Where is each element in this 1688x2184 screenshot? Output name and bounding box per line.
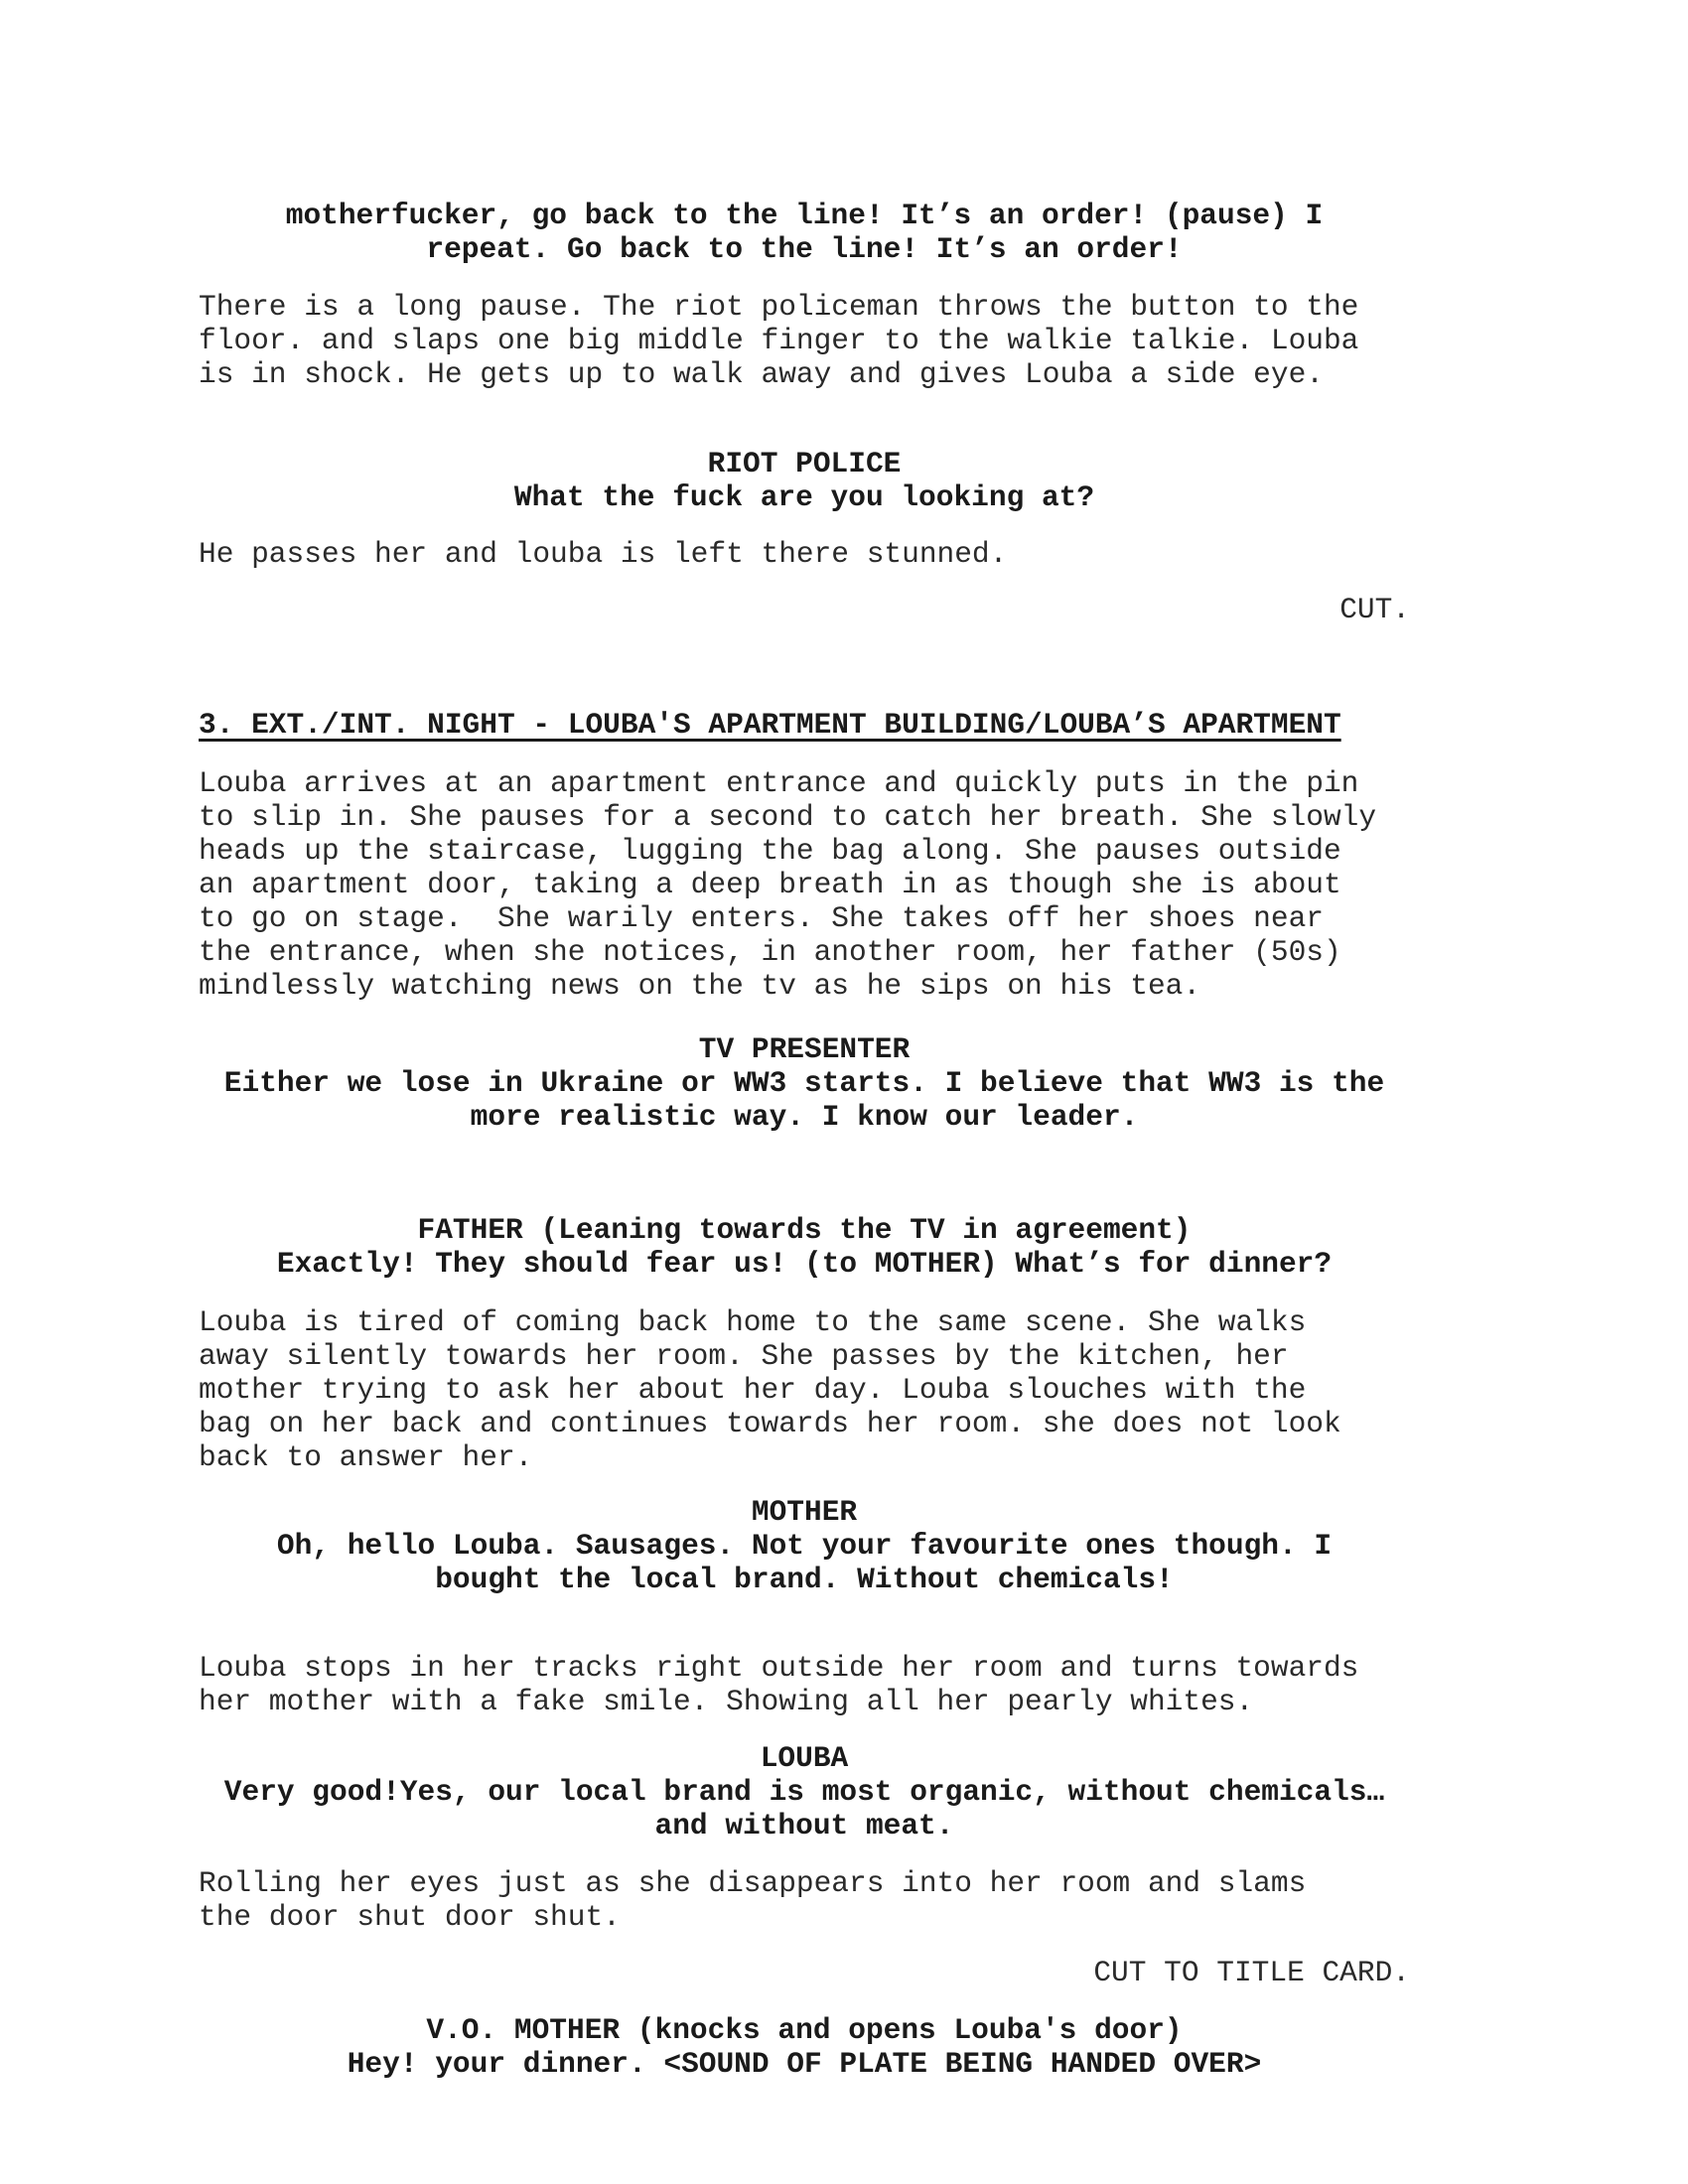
transition-cut: CUT. <box>1339 593 1410 626</box>
transition-cut-to-title-card: CUT TO TITLE CARD. <box>1093 1956 1410 1989</box>
scene-heading-text: 3. EXT./INT. NIGHT - LOUBA'S APARTMENT BUILDING/LOUBA’S APARTMENT <box>199 708 1341 742</box>
dialogue-father: FATHER (Leaning towards the TV in agreement) Exactly! They should fear us! (to MOTHER) What’s for dinner? <box>276 1213 1333 1281</box>
action-block: He passes her and louba is left there stunned. <box>199 537 1008 571</box>
dialogue-tv-presenter: TV PRESENTER Either we lose in Ukraine or WW3 starts. I believe that WW3 is the more realistic way. I know our leader. <box>223 1032 1385 1134</box>
dialogue-louba: LOUBA Very good!Yes, our local brand is most organic, without chemicals… and without meat. <box>223 1741 1385 1843</box>
action-block: Louba is tired of coming back home to the same scene. She walks away silently towards her room. She passes by the kitchen, her mother trying to ask her about her day. Louba slouches with the bag on her back and continues towards her room. she does not look back to answer her. <box>199 1305 1341 1474</box>
dialogue-vo-mother: V.O. MOTHER (knocks and opens Louba's door) Hey! your dinner. <SOUND OF PLATE BEING HANDED OVER> <box>347 2013 1262 2081</box>
action-block: Louba stops in her tracks right outside her room and turns towards her mother with a fake smile. Showing all her pearly whites. <box>199 1651 1359 1718</box>
dialogue-riot-police: RIOT POLICE What the fuck are you looking at? <box>513 447 1095 514</box>
scene-heading <box>199 708 1410 742</box>
dialogue-block: motherfucker, go back to the line! It’s an order! (pause) I repeat. Go back to the line! It’s an order! <box>285 199 1324 266</box>
dialogue-mother: MOTHER Oh, hello Louba. Sausages. Not your favourite ones though. I bought the local brand. Without chemicals! <box>276 1495 1333 1596</box>
action-block: Rolling her eyes just as she disappears into her room and slams the door shut door shut. <box>199 1866 1307 1934</box>
action-block: There is a long pause. The riot policeman throws the button to the floor. and slaps one big middle finger to the walkie talkie. Louba is in shock. He gets up to walk away and gives Louba a side eye. <box>199 290 1359 391</box>
action-block: Louba arrives at an apartment entrance and quickly puts in the pin to slip in. She pauses for a second to catch her breath. She slowly heads up the staircase, lugging the bag along. She pauses outside an apartment door, taking a deep breath in as though she is about to go on stage. She warily enters. She takes off her shoes near the entrance, when she notices, in another room, her father (50s) mindlessly watching news on the tv as he sips on his tea. <box>199 766 1377 1003</box>
